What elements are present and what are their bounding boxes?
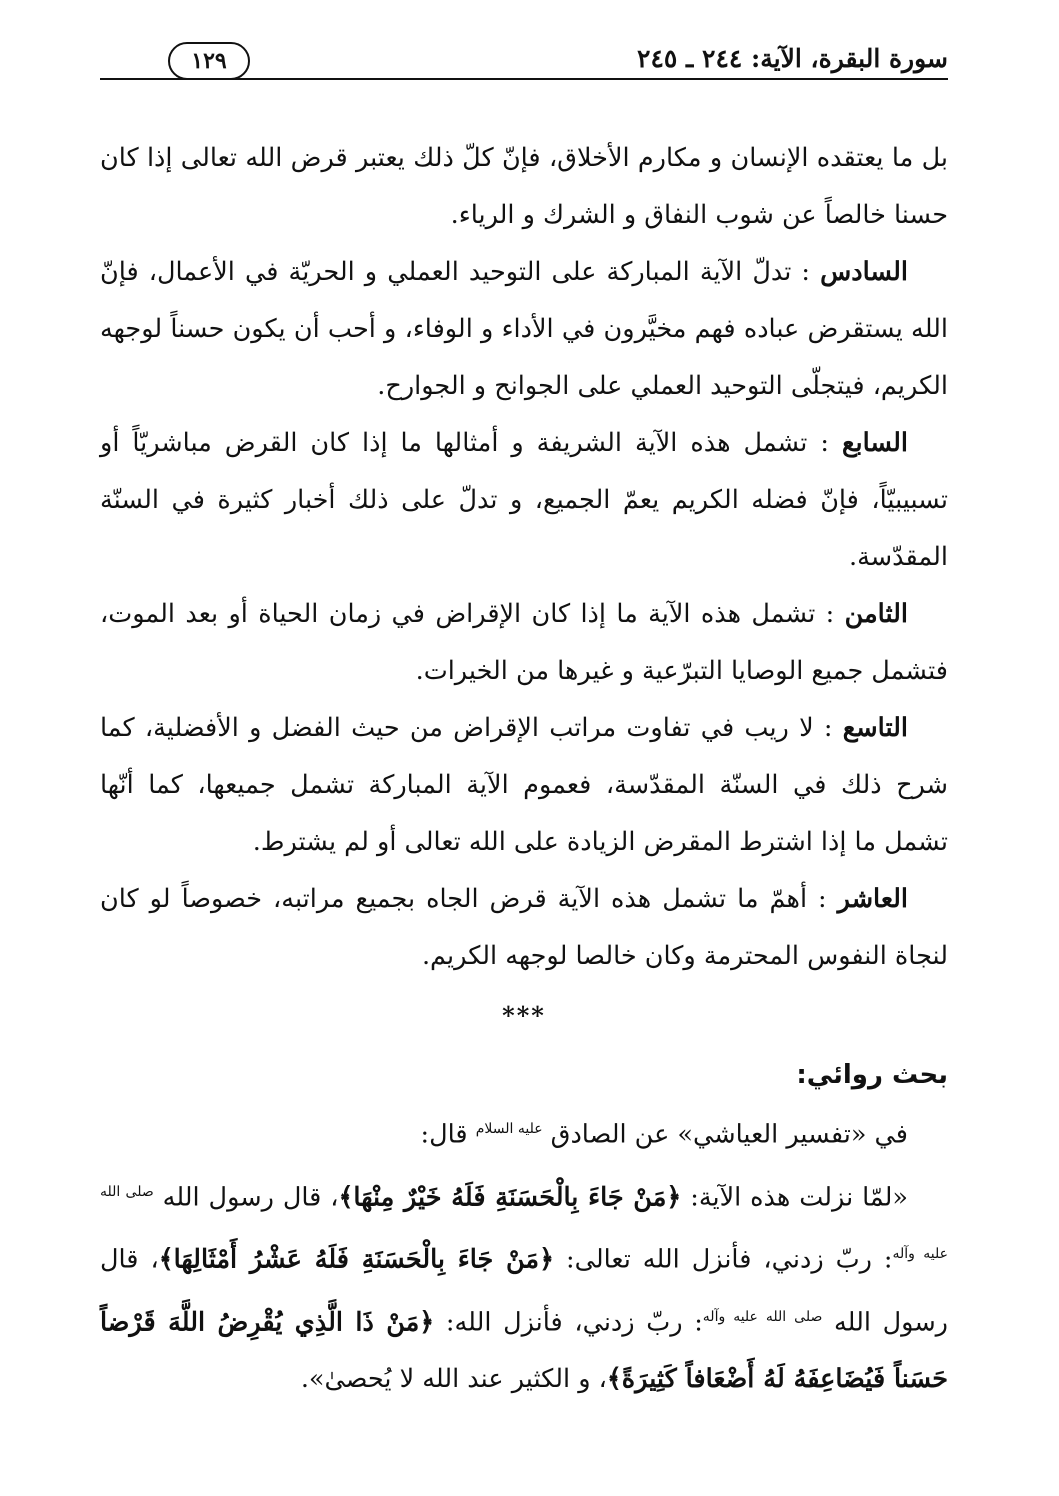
- paragraph-seventh: [100, 415, 948, 586]
- paragraph-term: السادس: [820, 257, 908, 287]
- page-content: [100, 130, 948, 1408]
- paragraph-tenth: [100, 871, 948, 985]
- paragraph-term: الثامن: [844, 599, 908, 629]
- paragraph-body: : أهمّ ما تشمل هذه الآية قرض الجاه بجميع مراتبه، خصوصاً لو كان لنجاة النفوس المحترمة وكان خالصا لوجهه الكريم.: [100, 884, 948, 971]
- page-header: [100, 38, 948, 82]
- narration-intro: [100, 1101, 948, 1164]
- paragraph-ninth: [100, 700, 948, 871]
- paragraph-term: التاسع: [842, 713, 908, 743]
- section-heading: بحث روائي:: [796, 1060, 948, 1090]
- page-number-badge: ١٢٩: [168, 42, 250, 80]
- paragraph-body: بل ما يعتقده الإنسان و مكارم الأخلاق، فإنّ كلّ ذلك يعتبر قرض الله تعالى إذا كان حسنا خالصاً عن شوب النفاق و الشرك و الرياء.: [100, 143, 948, 230]
- quran-verse-1: ﴿مَنْ جَاءَ بِالْحَسَنَةِ فَلَهُ خَيْرٌ مِنْهَا﴾: [338, 1182, 682, 1212]
- quote-mid-1: ، قال رسول الله: [162, 1182, 339, 1212]
- honorific-prophet-2: صلى الله عليه وآله: [702, 1308, 823, 1325]
- narration-quote: [100, 1164, 948, 1409]
- paragraph-body: : تدلّ الآية المباركة على التوحيد العملي و الحريّة في الأعمال، فإنّ الله يستقرض عباده فهم مخيَّرون في الأداء و الوفاء، و أحب أن يكون حسناً لوجهه الكريم، فيتجلّى التوحيد العملي على الجوانح و الجوارح.: [100, 257, 948, 401]
- narration-intro-text: في «تفسير العياشي» عن الصادق: [550, 1119, 908, 1150]
- quote-open: «لمّا نزلت هذه الآية:: [690, 1182, 909, 1212]
- paragraph-eighth: [100, 586, 948, 700]
- paragraph-body: : تشمل هذه الآية الشريفة و أمثالها ما إذا كان القرض مباشريّاً أو تسبيبيّاً، فإنّ فضله الكريم يعمّ الجميع، و تدلّ على ذلك أخبار كثيرة في السنّة المقدّسة.: [100, 428, 948, 572]
- quote-mid-3: ، قال رسول الله: [100, 1244, 948, 1337]
- running-header-title: سورة البقرة، الآية: ٢٤٤ ـ ٢٤٥: [637, 44, 948, 73]
- paragraph-term: السابع: [841, 428, 909, 458]
- quran-verse-2: ﴿مَنْ جَاءَ بِالْحَسَنَةِ فَلَهُ عَشْرُ أَمْثَالِهَا﴾: [158, 1244, 555, 1275]
- quote-mid-2: : ربّ زدني، فأنزل الله تعالى:: [566, 1244, 893, 1275]
- quran-verse-3: ﴿مَنْ ذَا الَّذِي يُقْرِضُ اللَّهَ قَرْضاً حَسَناً فَيُضَاعِفَهُ لَهُ أَضْعَافاً كَثِيرَةً﴾: [100, 1307, 948, 1394]
- honorific-prophet-1: صلى الله عليه وآله: [100, 1183, 948, 1262]
- quote-end: ، و الكثير عند الله لا يُحصىٰ».: [300, 1364, 607, 1394]
- paragraph-body: : تشمل هذه الآية ما إذا كان الإقراض في زمان الحياة أو بعد الموت، فتشمل جميع الوصايا التبرّعية و غيرها من الخيرات.: [100, 599, 948, 686]
- paragraph-continuation: [100, 130, 948, 244]
- quote-mid-4: : ربّ زدني، فأنزل الله:: [445, 1307, 703, 1337]
- narration-intro-end: قال:: [420, 1119, 468, 1150]
- header-rule: [100, 78, 948, 80]
- section-separator: ***: [502, 1001, 546, 1030]
- page: [100, 38, 948, 1458]
- paragraph-term: العاشر: [837, 884, 908, 914]
- paragraph-body: : لا ريب في تفاوت مراتب الإقراض من حيث الفضل و الأفضلية، كما شرح ذلك في السنّة المقدّسة، فعموم الآية المباركة تشمل جميعها، كما أنّها تشمل ما إذا اشترط المقرض الزيادة على الله تعالى أو لم يشترط.: [100, 713, 948, 857]
- paragraph-sixth: [100, 244, 948, 415]
- honorific-imam: عليه السلام: [475, 1121, 543, 1137]
